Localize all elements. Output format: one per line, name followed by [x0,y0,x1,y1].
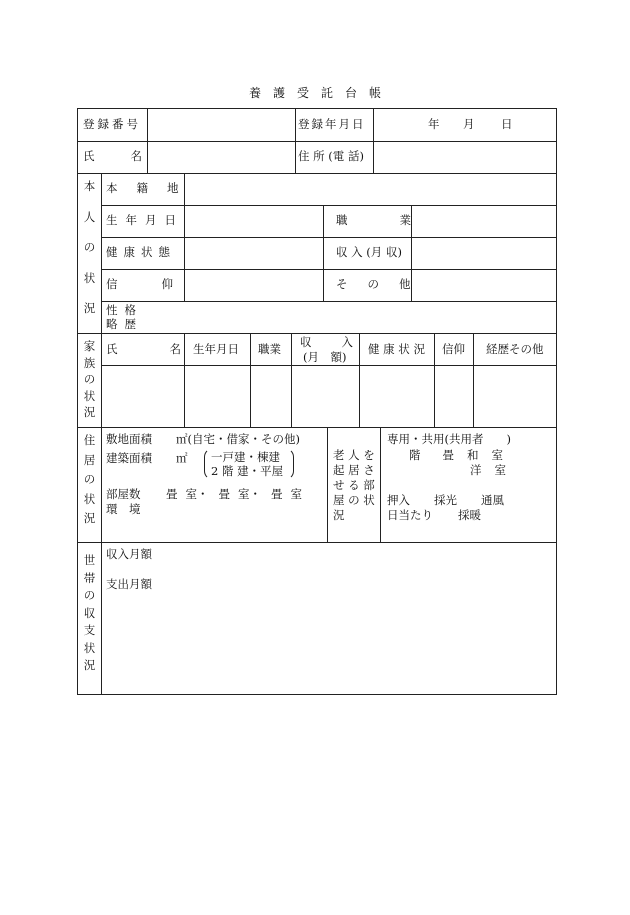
registration-date-field[interactable]: 年 月 日 [428,117,513,131]
housing-side-label: 住 居 の 状 況 [83,433,96,525]
other-field[interactable] [412,270,555,300]
family-col-birth: 生年月日 [193,342,239,356]
rooms-values: 畳 室・ 畳 室・ 畳 室 [166,487,302,501]
registration-number-field[interactable] [148,110,294,140]
ventilation-label: 通風 [481,493,504,507]
occupation-label: 職 業 [336,213,411,227]
family-cell-health[interactable] [360,366,433,426]
household-field[interactable] [102,543,555,694]
health-field[interactable] [185,238,322,268]
expense-monthly-label: 支出月額 [106,577,152,591]
elder-room-label: 老 人 を 起 居 さ せ る 部 屋 の 状 況 [333,448,375,522]
family-cell-history[interactable] [474,366,555,426]
usage-label: 専用・共用(共用者 ) [387,432,511,446]
heating-label: 採暖 [458,508,481,522]
character-label: 性 格 [106,303,136,317]
family-col-income-bottom: (月 額) [303,350,347,364]
housing-main-field[interactable] [102,428,326,541]
honseki-field[interactable] [185,174,555,204]
birth-field[interactable] [185,206,322,236]
family-cell-job[interactable] [251,366,290,426]
western-room-label: 洋 室 [470,463,506,477]
light-label: 採光 [434,493,457,507]
page-title: 養 護 受 託 台 帳 [248,86,382,100]
faith-field[interactable] [185,270,322,300]
faith-label: 信 仰 [106,277,173,291]
income-label: 収 入 (月 収) [336,245,402,259]
character-history-field[interactable] [148,302,555,332]
address-label: 住 所 (電 話) [298,149,364,163]
rooms-label: 部屋数 [106,487,141,501]
address-field[interactable] [374,142,554,172]
closet-label: 押入 [387,493,410,507]
site-area-unit: ㎡(自宅・借家・その他) [176,432,300,446]
environment-label: 環 境 [106,502,141,516]
family-cell-faith[interactable] [435,366,472,426]
family-col-faith: 信仰 [442,342,465,356]
family-cell-name[interactable] [102,366,183,426]
floor-label: 階 畳 和 室 [409,448,503,462]
house-type-1: 一戸建・棟建 [211,450,280,464]
family-cell-birth[interactable] [185,366,249,426]
building-area-label: 建築面積 [106,451,152,465]
income-field[interactable] [412,238,555,268]
occupation-field[interactable] [412,206,555,236]
site-area-label: 敷地面積 [106,432,152,446]
building-area-unit: ㎡ [176,451,188,465]
sunlight-label: 日当たり [387,508,433,522]
family-cell-income[interactable] [292,366,358,426]
family-col-name: 氏 名 [106,342,181,356]
registry-form [77,108,557,695]
honnin-side-label: 本 人 の 状 況 [83,179,96,315]
family-col-history: 経歴その他 [486,342,544,356]
honseki-label: 本 籍 地 [106,181,179,195]
house-type-2: 2 階 建・平屋 [211,464,284,478]
health-label: 健 康 状 態 [106,245,170,259]
registration-number-label: 登 録 番 号 [83,117,138,131]
family-side-label: 家 族 の 状 況 [83,339,96,419]
family-col-job: 職業 [258,342,281,356]
income-monthly-label: 収入月額 [106,547,152,561]
household-side-label: 世 帯 の 収 支 状 況 [83,553,96,672]
birth-label: 生 年 月 日 [106,213,176,227]
name-label: 氏 名 [83,149,142,163]
history-label: 略 歴 [106,317,136,331]
name-field[interactable] [148,142,294,172]
elder-room-field[interactable] [381,428,555,541]
other-label: そ の 他 [336,277,411,291]
family-col-health: 健 康 状 況 [368,342,425,356]
registration-date-label: 登 録 年 月 日 [298,117,364,131]
family-col-income-top: 収 入 [300,335,353,349]
